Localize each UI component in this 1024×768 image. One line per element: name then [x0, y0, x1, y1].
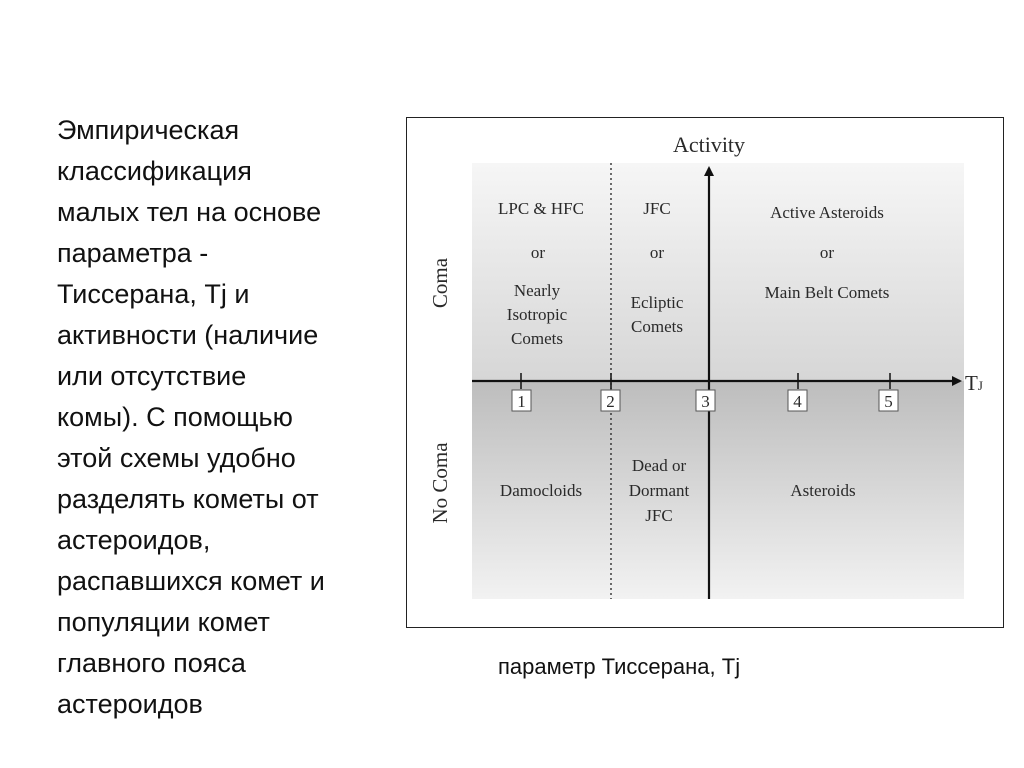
tick-text: 4 — [793, 392, 802, 411]
coma-side-label: Coma — [428, 257, 452, 309]
region-line: Comets — [511, 329, 563, 348]
region-line: Main Belt Comets — [764, 283, 890, 302]
tick-text: 1 — [517, 392, 526, 411]
tick-text: 2 — [606, 392, 615, 411]
diagram-frame — [406, 117, 1004, 628]
coma-region-background — [472, 163, 964, 381]
description-line: комы). С помощью — [57, 402, 293, 432]
region-line: Asteroids — [790, 481, 856, 500]
description-line: классификация — [57, 156, 252, 186]
description-line: активности (наличие — [57, 320, 319, 350]
region-line: JFC — [643, 199, 671, 218]
region-line: Isotropic — [506, 305, 568, 324]
region-line: Active Asteroids — [770, 203, 884, 222]
region-line: Ecliptic — [630, 293, 684, 312]
description-text — [57, 110, 377, 725]
tick-text: 5 — [884, 392, 893, 411]
region-line: Nearly — [513, 281, 561, 300]
tj-axis-label — [965, 371, 983, 395]
tick-label-4 — [788, 390, 807, 411]
description-line: популяции комет — [57, 607, 270, 637]
tick-label-2 — [601, 390, 620, 411]
figure-caption: параметр Тиссерана, Tj — [498, 654, 741, 679]
tick-label-1 — [512, 390, 531, 411]
description-line: распавшихся комет и — [57, 566, 325, 596]
description-line: главного пояса — [57, 648, 246, 678]
tick-text: 3 — [701, 392, 710, 411]
description-line: Тиссерана, Tj и — [57, 279, 250, 309]
region-line: or — [649, 243, 665, 262]
region-line: JFC — [645, 506, 673, 525]
damocloids-region-label — [500, 481, 582, 500]
description-line: разделять кометы от — [57, 484, 319, 514]
description-line: этой схемы удобно — [57, 443, 296, 473]
description-line: или отсутствие — [57, 361, 247, 391]
description-line: малых тел на основе — [57, 197, 322, 227]
region-line: or — [819, 243, 835, 262]
region-line: LPC & HFC — [498, 199, 584, 218]
asteroids-region-label — [790, 481, 855, 500]
region-line: Dead or — [631, 456, 687, 475]
description-line: Эмпирическая — [57, 115, 240, 145]
description-line: астероидов — [57, 689, 203, 719]
region-line: or — [530, 243, 546, 262]
tj-axis-label-sub: J — [977, 378, 983, 393]
activity-axis-label: Activity — [672, 132, 746, 157]
region-line: Damocloids — [499, 481, 583, 500]
tj-axis-label-main: T — [965, 371, 978, 395]
region-line: Dormant — [628, 481, 690, 500]
no-coma-side-label: No Coma — [428, 442, 452, 524]
tick-label-5 — [879, 390, 898, 411]
tisserand-diagram — [407, 118, 1005, 629]
region-line: Comets — [631, 317, 683, 336]
description-line: параметра - — [57, 238, 209, 268]
tick-label-3 — [696, 390, 715, 411]
description-line: астероидов, — [57, 525, 211, 555]
